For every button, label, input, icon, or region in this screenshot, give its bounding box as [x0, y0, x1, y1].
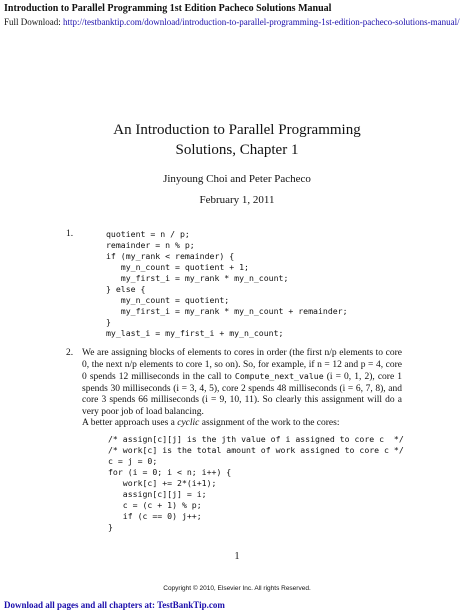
authors: Jinyoung Choi and Peter Pacheco	[163, 173, 311, 185]
item-number-2: 2.	[66, 348, 74, 358]
code-block-2: /* assign[c][j] is the jth value of i assigned to core c */ /* work[c] is the total amount of work assigned to core c */ c = j = 0; for (i = 0; i < n; i++) { work[c] += 2*(i+1); assign[c][j] = i; c = (c + 1) % p; if (c == 0) j++; }	[108, 434, 404, 532]
footer-download-banner[interactable]: Download all pages and all chapters at: TestBankTip.com	[4, 600, 225, 610]
title-line-1: An Introduction to Parallel Programming	[113, 122, 361, 138]
paragraph-text-b: (i = 0, 1, 2), core 1 spends 30 milliseconds (i = 3, 4, 5), core 2 spends 48 milliseconds (i = 6, 7, 8), and core 3 spends 66 milliseconds (i = 9, 10, 11). So clearly this assignment will do a very poor job of load balancing.	[82, 372, 402, 417]
page-number: 1	[234, 551, 240, 562]
download-line	[4, 17, 460, 27]
download-label: Full Download:	[4, 17, 61, 27]
copyright: Copyright © 2010, Elsevier Inc. All rights Reserved.	[163, 585, 311, 592]
paragraph-text-c: A better approach uses a	[82, 418, 178, 428]
item-number-1: 1.	[66, 229, 74, 239]
paragraph-cyclic	[82, 418, 402, 430]
paragraph-text-d: assignment of the work to the cores:	[199, 418, 340, 428]
paragraph-load-balance	[82, 348, 402, 418]
paragraph-text-a: We are assigning blocks of elements to cores in order (the first n/p elements to core 0, the next n/p elements to core 1, so on). So, for example, if n = 12 and p = 4, core 0 spends 12 milliseconds in the call to	[82, 348, 402, 382]
title-line-2: Solutions, Chapter 1	[175, 142, 299, 158]
header-title: Introduction to Parallel Programming 1st Edition Pacheco Solutions Manual	[4, 3, 332, 14]
inline-code: Compute_next_value	[234, 371, 324, 381]
code-block-1: quotient = n / p; remainder = n % p; if (my_rank < remainder) { my_n_count = quotient + 1; my_first_i = my_rank * my_n_count; } else { my_n_count = quotient; my_first_i = my_rank * my_n_count + remainder; } my_last_i = my_first_i + my_n_count;	[106, 229, 348, 338]
date: February 1, 2011	[199, 194, 275, 206]
document-title	[0, 120, 474, 160]
emphasis-cyclic: cyclic	[177, 418, 200, 428]
download-link[interactable]: http://testbanktip.com/download/introduction-to-parallel-programming-1st-edition-pacheco-solutions-manual/	[63, 17, 460, 27]
